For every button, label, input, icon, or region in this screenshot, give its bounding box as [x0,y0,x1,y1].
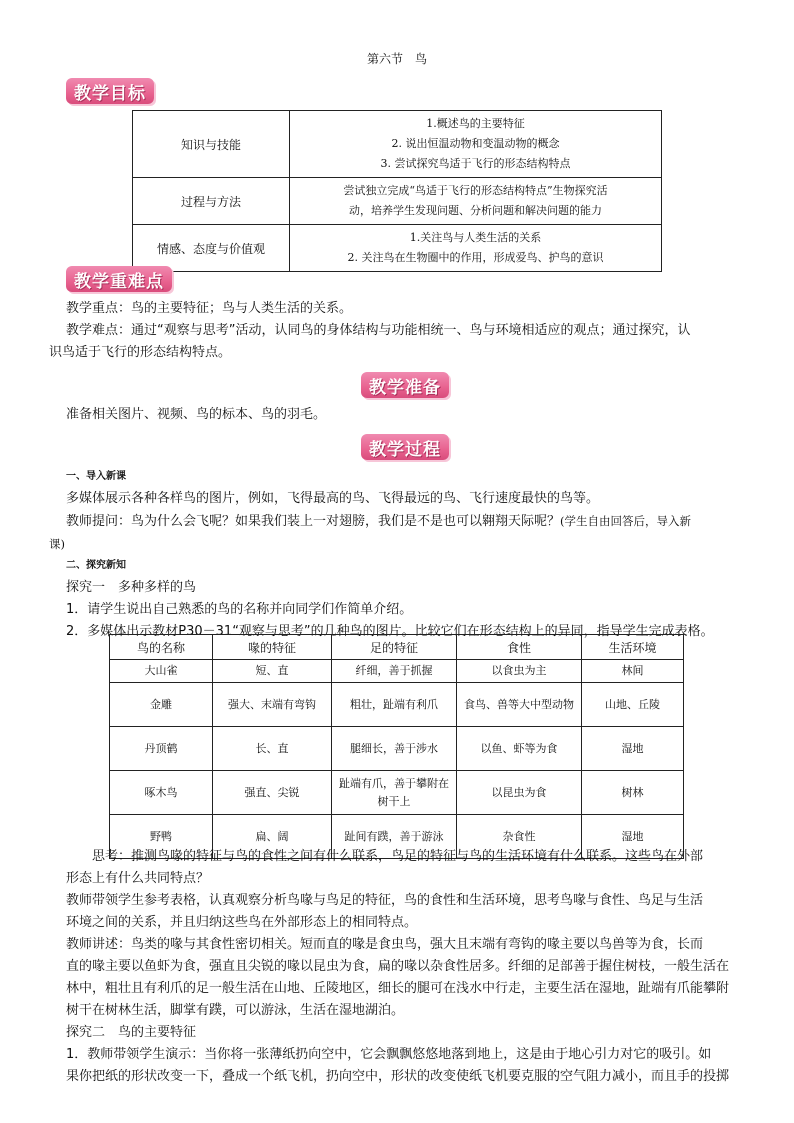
demo-text: 1．教师带领学生演示：当你将一张薄纸扔向空中，它会飘飘悠悠地落到地上，这是由于地心引力对它的吸引。如 [66,1047,712,1062]
explore-heading: 二、探究新知 [66,560,126,571]
objective-row [133,225,662,272]
teacher-lecture-cont: 林中，粗壮且有利爪的足一般生活在山地、丘陵地区，细长的腿可在浅水中行走，主要生活在湿地，趾端有爪能攀附 [66,981,730,996]
banner-preparation: 教学准备 [361,372,449,398]
preparation-text: 准备相关图片、视频、鸟的标本、鸟的羽毛。 [66,407,327,422]
discussion-section [66,846,766,1088]
step-2: 2．多媒体出示教材P30－31“观察与思考”的几种鸟的图片。比较它们在形态结构上的异同，指导学生完成表格。 [66,624,714,639]
intro-question: 教师提问：鸟为什么会飞呢？如果我们装上一对翅膀，我们是不是也可以翱翔天际呢？(学生自由回答后，导入新 [66,514,692,529]
table-header-row [110,635,684,660]
teaching-difficulty-cont: 识鸟适于飞行的形态结构特点。 [49,345,232,360]
demo-text-cont: 果你把纸的形状改变一下，叠成一个纸飞机，扔向空中，形状的改变使纸飞机要克服的空气阻力减小，而且手的投掷 [66,1069,730,1084]
col-header: 鸟的名称 [110,635,213,660]
objective-label: 知识与技能 [133,111,290,178]
col-header: 食性 [457,635,582,660]
table-row: 野鸭 扁、阔 趾间有蹼，善于游泳 杂食性 湿地 [110,815,684,859]
intro-text: 多媒体展示各种各样鸟的图片，例如，飞得最高的鸟、飞得最远的鸟、飞行速度最快的鸟等。 [66,491,600,506]
teacher-lecture-cont: 直的喙主要以鱼虾为食，强直且尖锐的喙以昆虫为食，扁的喙以杂食性居多。纤细的足部善于握住树枝，一般生活在 [66,959,730,974]
objectives-table [132,110,662,272]
teacher-guide: 教师带领学生参考表格，认真观察分析鸟喙与鸟足的特征，鸟的食性和生活环境，思考鸟喙与食性、鸟足与生活 [66,893,704,908]
col-header: 足的特征 [332,635,457,660]
banner-teaching-process: 教学过程 [361,434,449,460]
intro-question-cont: 课) [49,537,65,551]
banner-key-points: 教学重难点 [66,266,172,292]
process-section [49,466,766,643]
think-question-cont: 形态上有什么共同特点？ [66,871,210,886]
banner-teaching-goals: 教学目标 [66,78,154,104]
table-row: 金雕 强大、末端有弯钩 粗壮，趾端有利爪 食鸟、兽等大中型动物 山地、丘陵 [110,683,684,727]
key-points-text [49,298,766,364]
teacher-lecture-cont: 树干在树林生活，脚掌有蹼，可以游泳，生活在湿地湖泊。 [66,1003,405,1018]
explore-1-title: 探究一 多种多样的鸟 [66,580,197,595]
think-question: 思考：推测鸟喙的特征与鸟的食性之间有什么联系，鸟足的特征与鸟的生活环境有什么联系。这些鸟在外部 [92,849,704,864]
objective-row [133,178,662,225]
objective-content: 1.概述鸟的主要特征 2. 说出恒温动物和变温动物的概念 3. 尝试探究鸟适于飞行的形态结构特点 [290,111,662,178]
col-header: 喙的特征 [213,635,332,660]
col-header: 生活环境 [582,635,684,660]
objective-content: 尝试独立完成“鸟适于飞行的形态结构特点”生物探究活 动，培养学生发现问题、分析问题和解决问题的能力 [290,178,662,225]
table-row: 啄木鸟 强直、尖锐 趾端有爪，善于攀附在树干上 以昆虫为食 树林 [110,771,684,815]
page-title [0,50,794,67]
bird-comparison-table [109,634,684,859]
objective-row [133,111,662,178]
table-row: 丹顶鹤 长、直 腿细长，善于涉水 以鱼、虾等为食 湿地 [110,727,684,771]
step-1: 1．请学生说出自己熟悉的鸟的名称并向同学们作简单介绍。 [66,602,413,617]
section-topic: 鸟 [415,52,428,66]
teacher-lecture: 教师讲述：鸟类的喙与其食性密切相关。短而直的喙是食虫鸟，强大且末端有弯钩的喙主要以鸟兽等为食，长而 [66,937,704,952]
objective-label: 过程与方法 [133,178,290,225]
table-row: 大山雀 短、直 纤细，善于抓握 以食虫为主 林间 [110,660,684,683]
objective-content: 1.关注鸟与人类生活的关系 2. 关注鸟在生物圈中的作用，形成爱鸟、护鸟的意识 [290,225,662,272]
explore-2-title: 探究二 鸟的主要特征 [66,1025,197,1040]
intro-heading: 一、导入新课 [66,471,126,482]
section-number: 第六节 [366,52,403,66]
objective-label: 情感、态度与价值观 [133,225,290,272]
teaching-difficulty: 教学难点：通过“观察与思考”活动，认同鸟的身体结构与功能相统一、鸟与环境相适应的观点；通过探究，认 [66,323,691,338]
teaching-focus: 教学重点：鸟的主要特征；鸟与人类生活的关系。 [66,301,353,316]
teacher-guide-cont: 环境之间的关系，并且归纳这些鸟在外部形态上的相同特点。 [66,915,418,930]
